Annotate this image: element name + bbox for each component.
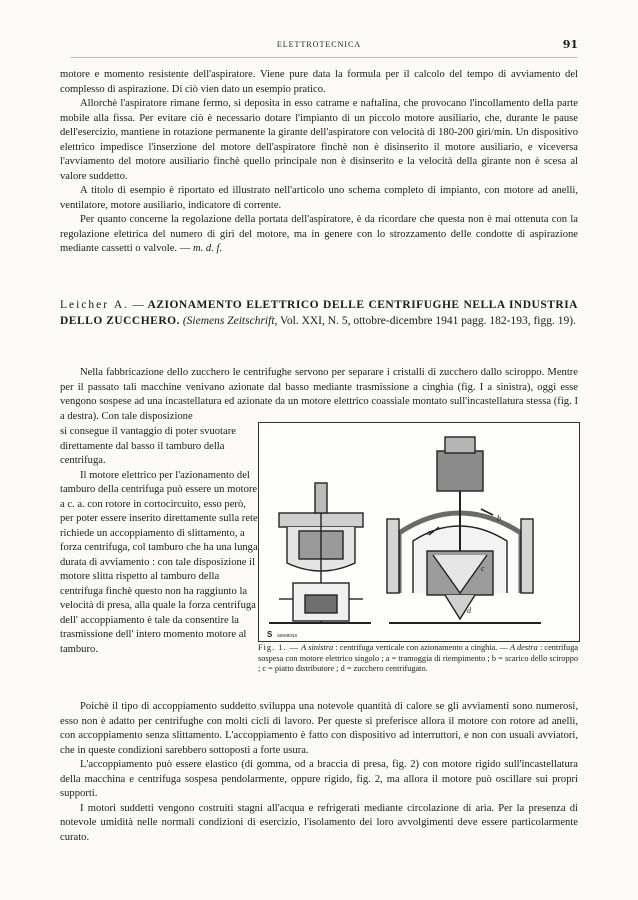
article-heading — [60, 297, 578, 329]
journal-name: (Siemens Zeitschrift, — [182, 315, 278, 327]
article-title: AZIONAMENTO ELETTRICO DELLE CENTRIFUGHE NELLA INDUSTRIA DELLO ZUCCHERO. — [60, 299, 578, 327]
paragraph: si consegue il vantaggio di poter svuotare direttamente dal basso il tamburo della centrifuga. — [60, 426, 236, 466]
running-title: ELETTROTECNICA — [276, 40, 362, 49]
figure-label-c: c — [481, 564, 485, 573]
heading-dash: — — [129, 299, 148, 311]
section-1 — [60, 68, 578, 257]
paragraph: L'accoppiamento può essere elastico (di gomma, od a braccia di presa, fig. 2) con motore rigido sull'incastellatura della macchina e centrifuga sospesa pendolarmente, oppure rigido, fig. 2, ma allora il motore può oscillare sui propri supporti. — [60, 759, 578, 799]
running-header — [60, 38, 578, 52]
caption-legend: a = tramoggia di riempimento ; b = scarico dello sciroppo ; c = piatto distributore ; d = zucchero centrifugato. — [258, 653, 578, 673]
page-number: 91 — [562, 38, 578, 51]
left-centrifuge-drawing — [269, 483, 371, 623]
figure-label-siemens: SIEMENS — [277, 633, 298, 638]
caption-left-label: A sinistra — [301, 643, 334, 652]
caption-right-label: A destra — [509, 643, 538, 652]
section-2-continued — [60, 700, 578, 845]
header-rule — [70, 57, 578, 58]
caption-text: : centrifuga verticale con azionamento a cinghia. — — [335, 643, 508, 652]
paragraph: Poichè il tipo di accoppiamento suddetto sviluppa una notevole quantità di calore se gli avviamenti sono numerosi, esso non è adatto per centrifughe con molti cicli di lavoro. Per queste si preferisce allora il motore con rotore ad anelli, con accoppiamento senza slittamento. L'accoppiamento è fatto con dispositivo ad interruttori, e non con usuali avviatori, che in queste condizioni sarebbero sottoposti a forte usura. — [60, 701, 578, 756]
paragraph: Allorchè l'aspiratore rimane fermo, si deposita in esso catrame e naftalina, che provocano l'incollamento della parte mobile alla fissa. Per evitare ciò è necessario dotare l'impianto di un piccolo motore ausiliario, che, durante le pause dell'esercizio, mantiene in rotazione permanente la girante dell'aspiratore con velocità di 180-200 giri/min. Un dispositivo elettrico impedisce l'inserzione del motore dell'aspiratore finchè non è disinserito il motore ausiliario, e viceversa l'avviamento del motore ausiliario finchè quello principale non è disinserito e la velocità della girante non è scesa al valore suddetto. — [60, 98, 578, 182]
figure-drawing — [259, 423, 579, 641]
figure-centrifuge — [258, 422, 580, 642]
figure-label-b: b — [497, 514, 501, 523]
section-2-narrow-column — [60, 425, 260, 657]
paragraph — [60, 213, 578, 257]
figure-label-d: d — [467, 606, 471, 615]
article-author: Leicher A. — [60, 299, 130, 311]
figure-label-a: a — [427, 528, 431, 537]
caption-figure-number: Fig. 1. — — [258, 643, 299, 652]
figure-label-s: S — [267, 630, 273, 639]
paragraph: motore e momento resistente dell'aspiratore. Viene pure data la formula per il calcolo del tempo di avviamento del complesso di aspirazione. Di ciò vien dato un esempio pratico. — [60, 69, 578, 95]
paragraph: Il motore elettrico per l'azionamento del tamburo della centrifuga può essere un motore a c. a. con rotore in cortocircuito, esso però, per poter essere inserito direttamente sulla rete richiede un accoppiamento di slittamento, a forza centrifuga, col tamburo che ha una lunga durata di avviamento : con tale disposizione il motore slitta rispetto al tamburo della centrifuga finchè questo non ha raggiunto la velocità di presa, alla quale la forza centrifuga dell' accoppiamento è tale da consentire la trasmissione dell' intero momento motore al tamburo. — [60, 469, 258, 655]
right-centrifuge-drawing — [387, 437, 541, 623]
figure-caption — [258, 643, 578, 675]
section-2-intro — [60, 366, 578, 424]
article-reference: Vol. XXI, N. 5, ottobre-dicembre 1941 pagg. 182-193, figg. 19). — [277, 315, 576, 327]
paragraph: I motori suddetti vengono costruiti stagni all'acqua e refrigerati mediante circolazione di aria. Per la presenza di notevole umidità nelle normali condizioni di esercizio, l'isolamento dei loro avvolgimenti deve essere particolarmente curato. — [60, 802, 578, 843]
paragraph-text: Per quanto concerne la regolazione della portata dell'aspiratore, è da ricordare che questa non è mai ottenuta con la regolazione elettrica del numero di giri del motore, ma in genere con lo strozzamento delle condotte di aspirazione mediante cassetti o valvole. — — [60, 214, 578, 254]
paragraph: Nella fabbricazione dello zucchero le centrifughe servono per separare i cristalli di zucchero dallo sciroppo. Mentre per il passato tali macchine venivano azionate dal basso mediante trasmissione a cinghia (fig. I a sinistra), oggi esse vengono sospese ad una incastellatura ed azionate da un motore elettrico coassiale montato sull'incastellatura stessa (fig. I a destra). Con tale disposizione — [60, 367, 578, 422]
caption-text: : centrifuga sospesa con motore elettrico singolo ; — [258, 643, 579, 663]
author-signature: m. d. f. — [192, 243, 223, 254]
paragraph: A titolo di esempio è riportato ed illustrato nell'articolo uno schema completo di impianto, con motore ad anelli, ventilatore, motore ausiliario, indicatore di corrente. — [60, 185, 578, 211]
